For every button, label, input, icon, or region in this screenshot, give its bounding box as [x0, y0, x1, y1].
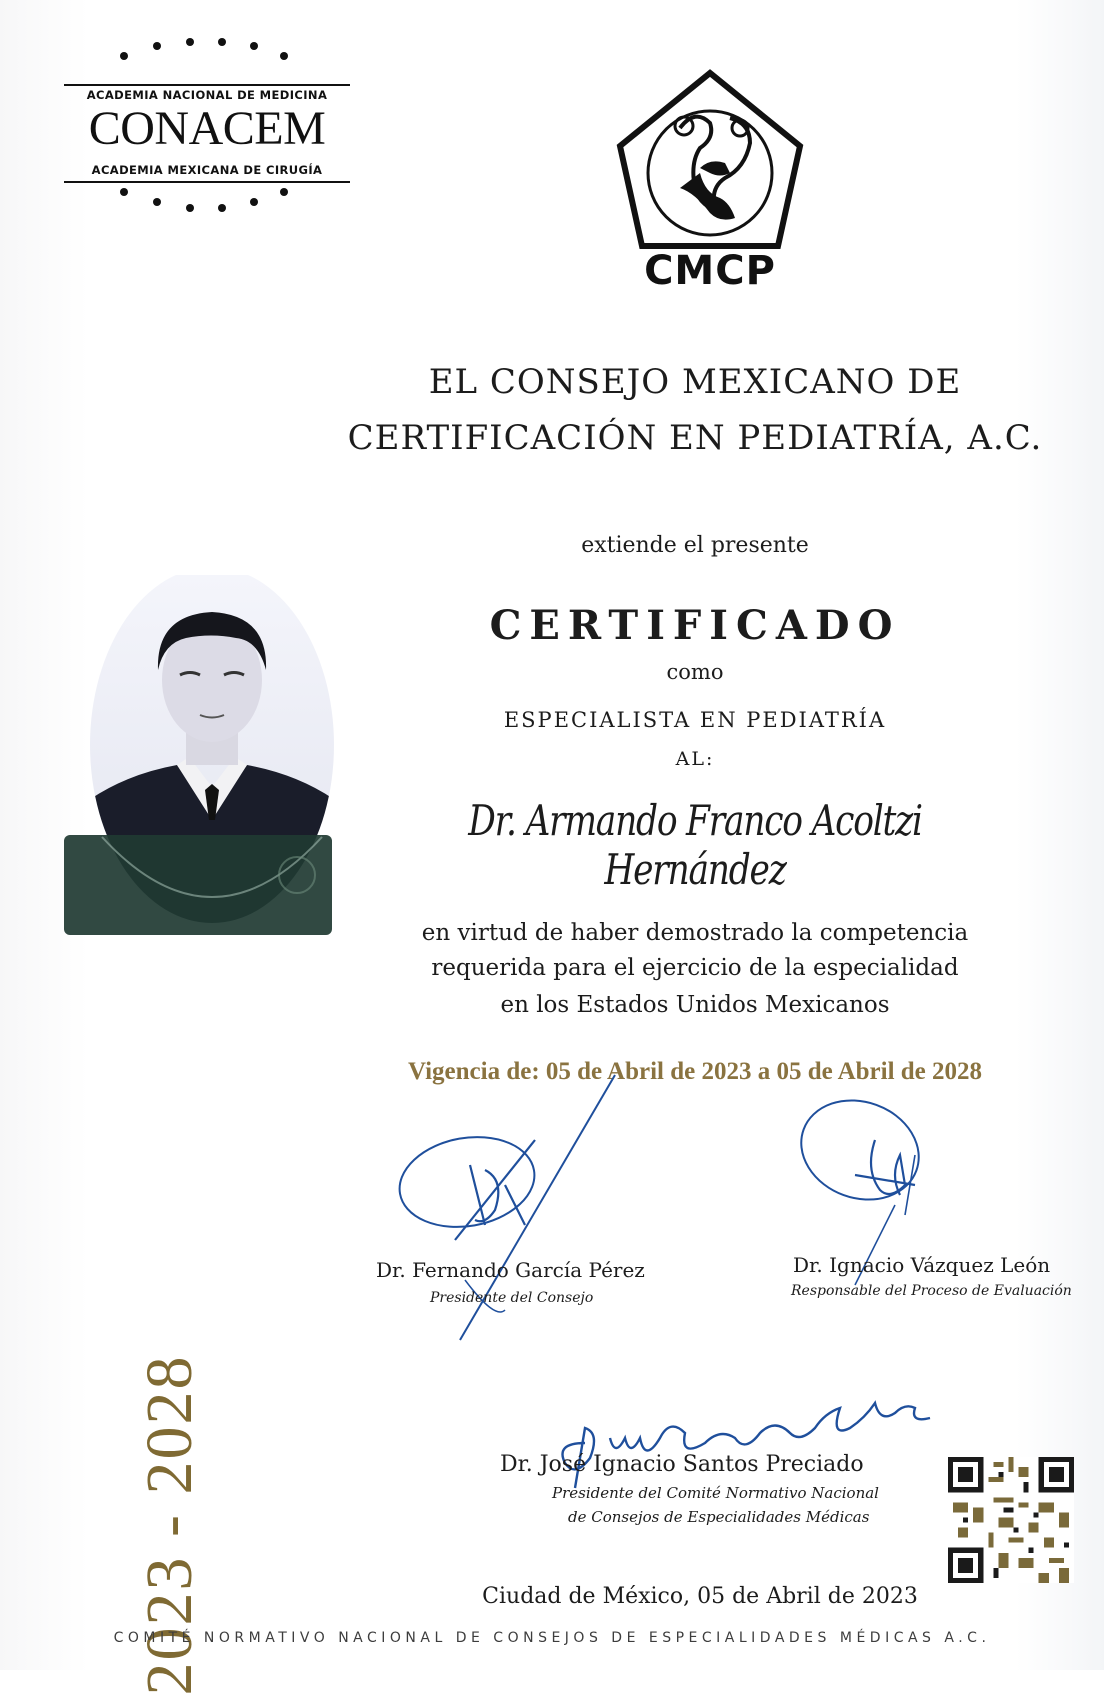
conacem-dots-bottom: [62, 188, 352, 228]
signer-name-evaluation: Dr. Ignacio Vázquez León: [793, 1253, 1051, 1277]
signer-role-evaluation: Responsable del Proceso de Evaluación: [791, 1283, 1072, 1299]
cmcp-logo-text: CMCP: [644, 248, 776, 294]
recipient-photo: [62, 575, 350, 940]
signer-name-president: Dr. Fernando García Pérez: [376, 1258, 645, 1282]
recipient-name: Dr. Armando Franco Acoltzi Hernández: [468, 796, 922, 894]
place-and-date: Ciudad de México, 05 de Abril de 2023: [482, 1584, 918, 1609]
signature-line-icon: [455, 1070, 635, 1350]
signer-name-committee: Dr. José Ignacio Santos Preciado: [500, 1452, 864, 1477]
committee-footer: COMITÉ NORMATIVO NACIONAL DE CONSEJOS DE ESPECIALIDADES MÉDICAS A.C.: [113, 1630, 991, 1646]
as-text: como: [666, 660, 724, 684]
signer-role-committee-line2: de Consejos de Especialidades Médicas: [568, 1508, 870, 1526]
reason-line-2: requerida para el ejercicio de la especialidad: [431, 955, 959, 981]
conacem-top-text: ACADEMIA NACIONAL DE MEDICINA: [86, 88, 328, 102]
reason-line-3: en los Estados Unidos Mexicanos: [500, 992, 890, 1018]
council-name-line1: EL CONSEJO MEXICANO DE: [428, 362, 962, 402]
signer-role-president: Presidente del Consejo: [430, 1290, 594, 1306]
reason-line-1: en virtud de haber demostrado la competencia: [421, 920, 969, 946]
conacem-bottom-text: ACADEMIA MEXICANA DE CIRUGÍA: [91, 163, 323, 177]
validity-years-vertical: 2023 - 2028: [133, 1354, 206, 1696]
to-text: AL:: [675, 748, 715, 770]
signer-role-committee-line1: Presidente del Comité Normativo Nacional: [552, 1484, 879, 1502]
conacem-logo: [62, 38, 352, 238]
certificate-title: CERTIFICADO: [489, 602, 901, 649]
extends-text: extiende el presente: [581, 533, 809, 558]
conacem-dots-top: [62, 38, 352, 78]
council-name-line2: CERTIFICACIÓN EN PEDIATRÍA, A.C.: [347, 418, 1043, 458]
qr-code-icon: [948, 1457, 1074, 1583]
specialty-text: ESPECIALISTA EN PEDIATRÍA: [503, 708, 887, 732]
validity-period: Vigencia de: 05 de Abril de 2023 a 05 de Abril de 2028: [407, 1058, 983, 1085]
conacem-name: CONACEM: [88, 102, 326, 155]
